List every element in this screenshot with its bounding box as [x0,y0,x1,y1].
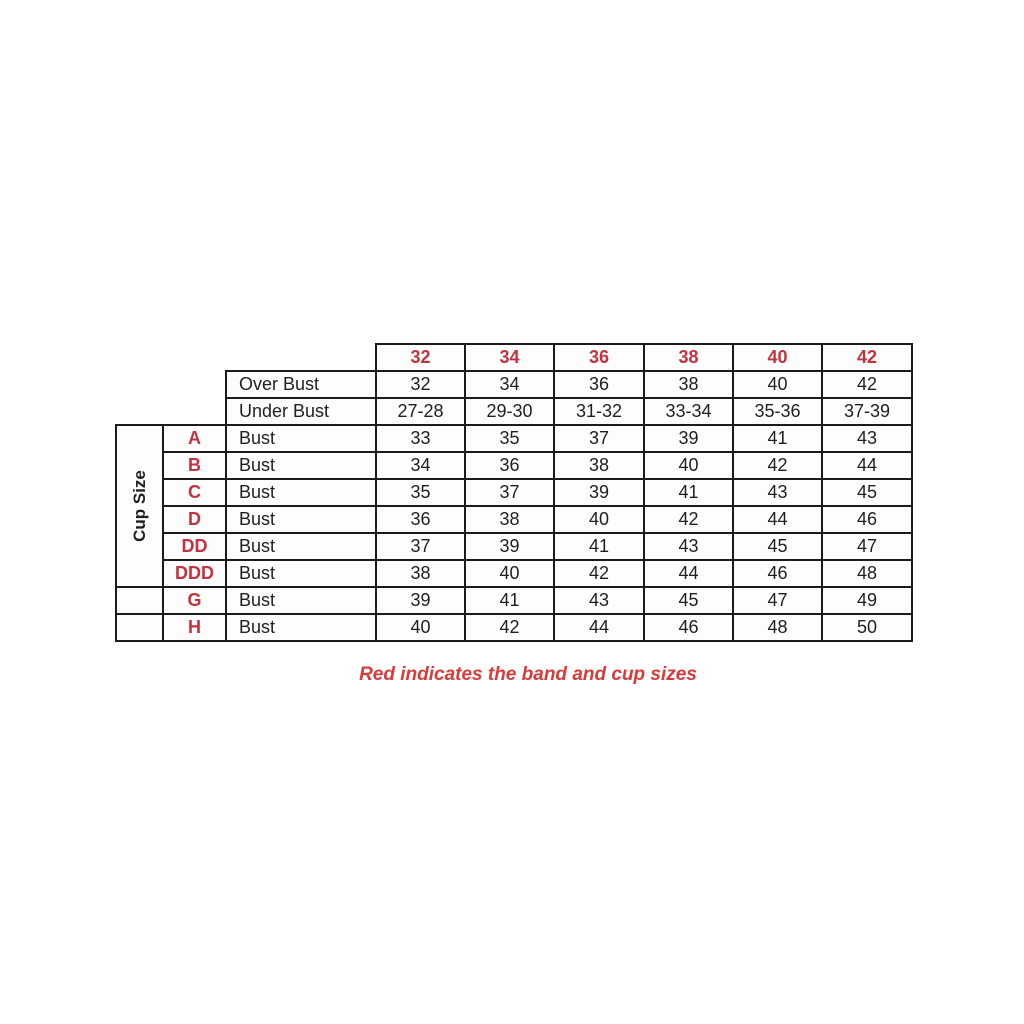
bust-value: 43 [733,479,822,506]
bust-label: Bust [226,560,376,587]
band-size-header: 42 [822,344,912,371]
bust-value: 37 [376,533,465,560]
under-bust-row [116,398,912,425]
under-bust-value: 33-34 [644,398,733,425]
over-bust-value: 34 [465,371,554,398]
band-size-header: 40 [733,344,822,371]
bust-value: 38 [465,506,554,533]
spacer-cell [116,398,226,425]
empty-group-cell [116,614,163,641]
bust-value: 36 [465,452,554,479]
size-chart-table [115,343,913,642]
over-bust-row [116,371,912,398]
bust-value: 40 [554,506,644,533]
bust-value: 50 [822,614,912,641]
cup-letter: A [163,425,226,452]
bust-value: 39 [465,533,554,560]
under-bust-value: 35-36 [733,398,822,425]
bust-value: 42 [644,506,733,533]
cup-letter: B [163,452,226,479]
over-bust-value: 32 [376,371,465,398]
bust-label: Bust [226,425,376,452]
cup-row-c [116,479,912,506]
bust-value: 44 [733,506,822,533]
band-size-header: 38 [644,344,733,371]
legend-note: Red indicates the band and cup sizes [359,664,697,685]
bust-value: 39 [554,479,644,506]
band-size-row [116,344,912,371]
bust-value: 40 [465,560,554,587]
cup-letter: H [163,614,226,641]
cup-letter: DD [163,533,226,560]
cup-size-vertical-label: Cup Size [129,470,149,542]
bust-value: 37 [554,425,644,452]
over-bust-value: 38 [644,371,733,398]
bust-label: Bust [226,452,376,479]
bust-value: 45 [733,533,822,560]
bust-value: 48 [822,560,912,587]
bust-value: 37 [465,479,554,506]
bust-value: 40 [376,614,465,641]
over-bust-value: 42 [822,371,912,398]
bust-label: Bust [226,614,376,641]
bust-value: 39 [644,425,733,452]
cup-row-d [116,506,912,533]
bust-label: Bust [226,587,376,614]
bust-value: 45 [644,587,733,614]
band-size-header: 36 [554,344,644,371]
bust-value: 43 [822,425,912,452]
bust-label: Bust [226,506,376,533]
bust-value: 33 [376,425,465,452]
bust-value: 44 [822,452,912,479]
cup-letter: G [163,587,226,614]
bust-value: 41 [644,479,733,506]
bust-value: 43 [554,587,644,614]
cup-letter: C [163,479,226,506]
bust-value: 46 [644,614,733,641]
over-bust-value: 40 [733,371,822,398]
cup-size-group-cell [116,425,163,587]
bust-value: 40 [644,452,733,479]
bust-value: 42 [733,452,822,479]
cup-row-g [116,587,912,614]
cup-row-h [116,614,912,641]
bust-value: 34 [376,452,465,479]
bust-value: 41 [465,587,554,614]
bust-label: Bust [226,479,376,506]
under-bust-value: 37-39 [822,398,912,425]
cup-row-ddd [116,560,912,587]
over-bust-value: 36 [554,371,644,398]
bust-value: 39 [376,587,465,614]
bust-value: 44 [554,614,644,641]
bust-value: 42 [554,560,644,587]
bust-value: 45 [822,479,912,506]
bust-value: 38 [376,560,465,587]
bust-value: 43 [644,533,733,560]
row-label-under-bust: Under Bust [226,398,376,425]
row-label-over-bust: Over Bust [226,371,376,398]
under-bust-value: 31-32 [554,398,644,425]
bust-value: 47 [733,587,822,614]
cup-row-dd [116,533,912,560]
bust-value: 49 [822,587,912,614]
bust-value: 35 [376,479,465,506]
cup-letter: DDD [163,560,226,587]
bust-value: 42 [465,614,554,641]
empty-group-cell [116,587,163,614]
bust-value: 36 [376,506,465,533]
bust-value: 41 [554,533,644,560]
bust-value: 35 [465,425,554,452]
band-size-header: 32 [376,344,465,371]
bust-label: Bust [226,533,376,560]
cup-letter: D [163,506,226,533]
bust-value: 41 [733,425,822,452]
bust-value: 47 [822,533,912,560]
under-bust-value: 27-28 [376,398,465,425]
bust-value: 44 [644,560,733,587]
band-size-header: 34 [465,344,554,371]
bust-value: 46 [733,560,822,587]
bust-value: 38 [554,452,644,479]
cup-row-a [116,425,912,452]
spacer-cell [116,371,226,398]
cup-row-b [116,452,912,479]
bust-value: 48 [733,614,822,641]
spacer-cell [116,344,376,371]
under-bust-value: 29-30 [465,398,554,425]
bust-value: 46 [822,506,912,533]
